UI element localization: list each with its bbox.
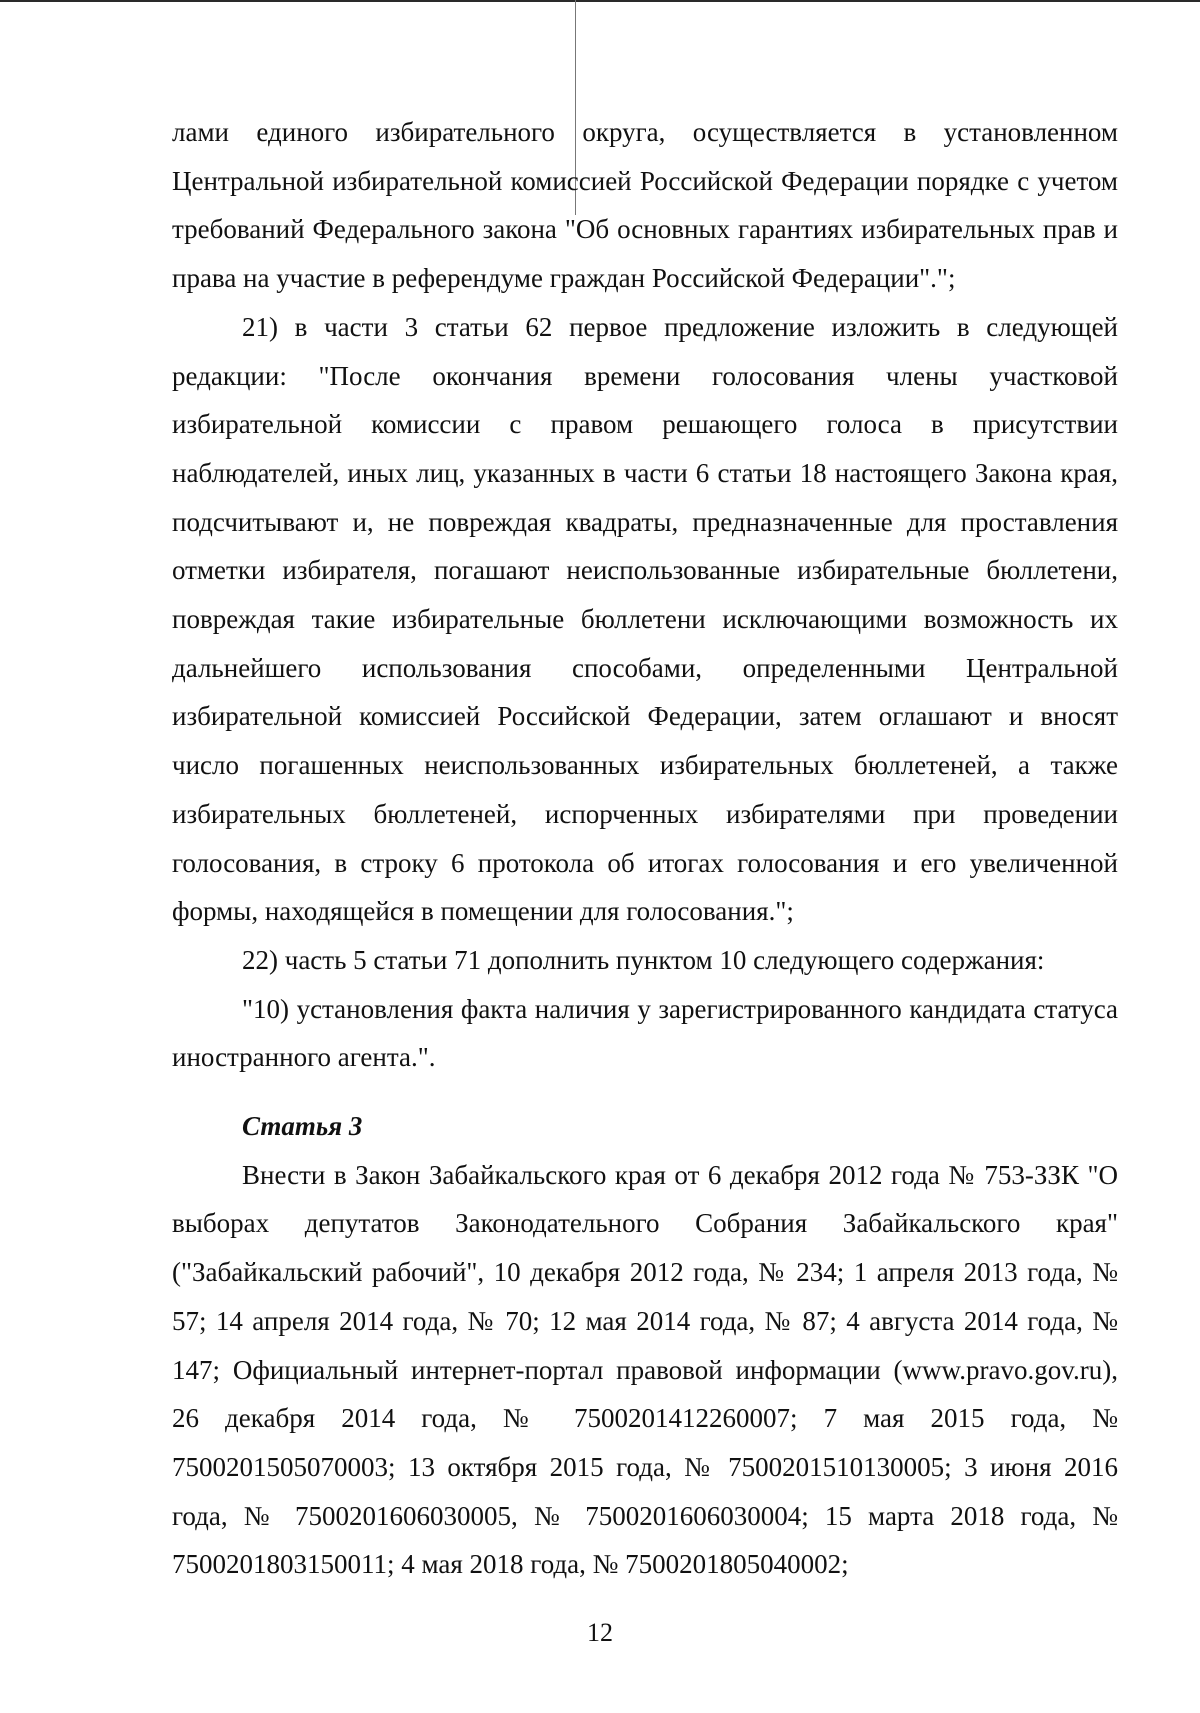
paragraph-item-22: 22) часть 5 статьи 71 дополнить пунктом 10 следующего содержания: xyxy=(242,944,1045,975)
paragraph: лами единого избирательного округа, осуществляется в установленном Центральной избирательной комиссией Российской Федерации порядке с учетом требований Федерального закона "Об основных гарантиях избирательных прав и права на участие в референдуме граждан Российской Федерации"."; xyxy=(172,117,1118,294)
top-border-line xyxy=(0,0,1200,2)
page-body xyxy=(172,108,1118,1589)
page-number: 12 xyxy=(587,1618,613,1647)
paragraph-article-3-body: Внести в Закон Забайкальского края от 6 декабря 2012 года № 753-ЗЗК "О выборах депутатов Законодательного Собрания Забайкальского края" ("Забайкальский рабочий", 10 декабря 2012 года, № 234; 1 апреля 2013 года, № 57; 14 апреля 2014 года, № 70; 12 мая 2014 года, № 87; 4 августа 2014 года, № 147; Официальный интернет-портал правовой информации (www.pravo.gov.ru), 26 декабря 2014 года, № 7500201412260007; 7 мая 2015 года, № 7500201505070003; 13 октября 2015 года, № 7500201510130005; 3 июня 2016 года, № 7500201606030005, № 7500201606030004; 15 марта 2018 года, № 7500201803150011; 4 мая 2018 года, № 7500201805040002; xyxy=(172,1159,1118,1580)
article-heading: Статья 3 xyxy=(242,1111,363,1142)
paragraph-item-21: 21) в части 3 статьи 62 первое предложение изложить в следующей редакции: "После окончания времени голосования члены участковой избирательной комиссии с правом решающего голоса в присутствии наблюдателей, иных лиц, указанных в части 6 статьи 18 настоящего Закона края, подсчитывают и, не повреждая квадраты, предназначенные для проставления отметки избирателя, погашают неиспользованные избирательные бюллетени, повреждая такие избирательные бюллетени исключающими возможность их дальнейшего использования способами, определенными Центральной избирательной комиссией Российской Федерации, затем оглашают и вносят число погашенных неиспользованных избирательных бюллетеней, а также избирательных бюллетеней, испорченных избирателями при проведении голосования, в строку 6 протокола об итогах голосования и его увеличенной формы, находящейся в помещении для голосования."; xyxy=(172,311,1118,927)
paragraph-quote-10: "10) установления факта наличия у зарегистрированного кандидата статуса иностранного агента.". xyxy=(172,993,1118,1073)
